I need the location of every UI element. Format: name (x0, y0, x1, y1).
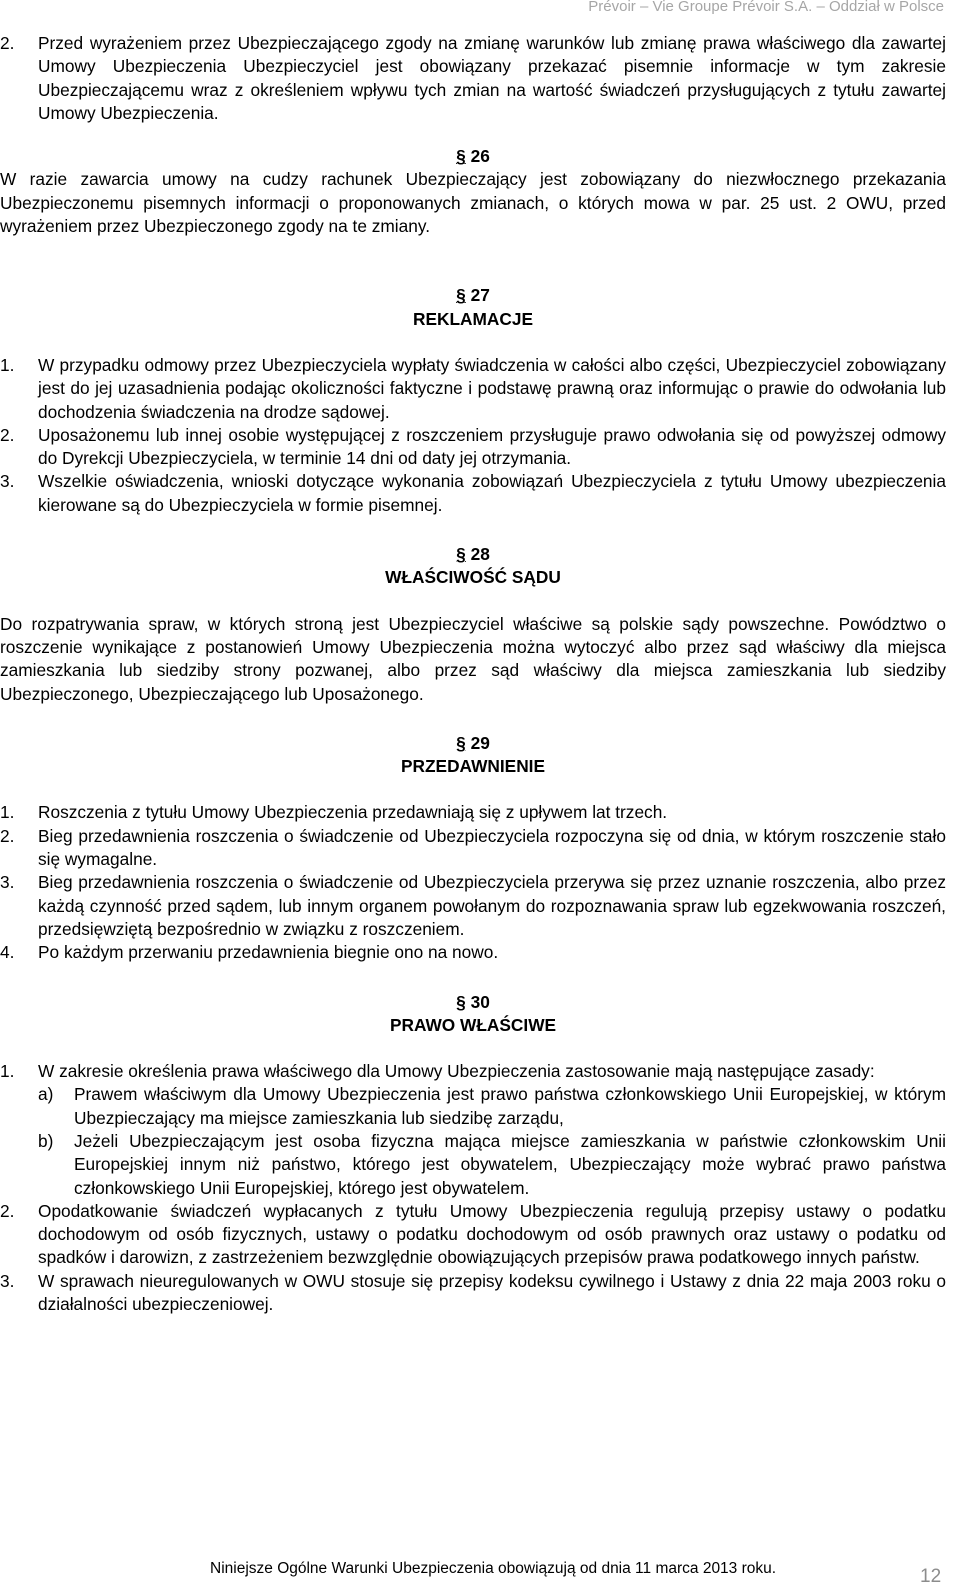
item-number: 1. (0, 802, 15, 823)
document-body (0, 32, 946, 1316)
item-text: Przed wyrażeniem przez Ubezpieczającego zgody na zmianę warunków lub zmianę prawa właściwego dla zawartej Umowy Ubezpieczenia Ubezpieczyciel jest obowiązany przekazać pisemnie informacje w tym zakresie Ubezpieczającemu wraz z określeniem wpływu tych zmian na wartość świadczeń przysługujących z tytułu zawartej Umowy Ubezpieczenia. (38, 33, 946, 123)
list-item (0, 1060, 946, 1083)
section-29-title: PRZEDAWNIENIE (400, 756, 546, 777)
section-29-heading (0, 732, 946, 755)
list-item (0, 1200, 946, 1270)
paragraph-symbol: § (456, 991, 466, 1012)
footer-text: Niniejsze Ogólne Warunki Ubezpieczenia obowiązują od dnia 11 marca 2013 roku. (210, 1560, 777, 1577)
list-item (0, 801, 946, 824)
section-30-title: PRAWO WŁAŚCIWE (389, 1014, 557, 1035)
section-number: 26 (470, 146, 490, 167)
paragraph-symbol: § (456, 146, 466, 167)
sub-item-letter: b) (38, 1130, 54, 1151)
item-number: 2. (0, 33, 15, 53)
item-text: Bieg przedawnienia roszczenia o świadczenie od Ubezpieczyciela rozpoczyna się od dnia, w którym roszczenie stało się wymagalne. (38, 825, 946, 870)
item-text: Po każdym przerwaniu przedawnienia biegnie ono na nowo. (38, 942, 499, 963)
sub-item-letter: a) (38, 1084, 54, 1105)
item-text: Wszelkie oświadczenia, wnioski dotyczące wykonania zobowiązań Ubezpieczyciela z tytułu Umowy ubezpieczenia kierowane są do Ubezpieczyciela w formie pisemnej. (38, 471, 946, 515)
sub-item-text: Prawem właściwym dla Umowy Ubezpieczenia jest prawo państwa członkowskiego Unii Europejskiej, w którym Ubezpieczający ma miejsce zamieszkania lub siedzibę zarządu, (74, 1084, 946, 1128)
item-text: W przypadku odmowy przez Ubezpieczyciela wypłaty świadczenia w całości albo części, Ubezpieczyciel zobowiązany jest do jej uzasadnienia podając okoliczności faktyczne i podstawę prawną oraz informując o prawie do odwołania lub dochodzenia świadczenia na drodze sądowej. (38, 354, 946, 422)
paragraph-symbol: § (456, 544, 466, 565)
section-number: 27 (470, 285, 490, 306)
item-number: 4. (0, 942, 15, 963)
sub-item (38, 1130, 946, 1200)
item-text: Opodatkowanie świadczeń wypłacanych z tytułu Umowy Ubezpieczenia regulują przepisy ustawy o podatku dochodowym od osób fizycznych, ustawy o podatku dochodowym od osób prawnych oraz ustawy o podatku od spadków i darowizn, z zastrzeżeniem bezwzględnie obowiązujących przepisów prawa podatkowego innych państw. (38, 1200, 946, 1268)
sub-item (38, 1083, 946, 1130)
section-number: 28 (470, 544, 490, 565)
list-item (0, 825, 946, 872)
item-number: 2. (0, 825, 15, 846)
item-number: 3. (0, 471, 15, 492)
section-28-heading (0, 543, 946, 566)
section-28-title: WŁAŚCIWOŚĆ SĄDU (385, 567, 561, 588)
list-item (0, 1270, 946, 1317)
paragraph-symbol: § (456, 732, 466, 753)
item-number: 3. (0, 1270, 15, 1291)
paragraph-symbol: § (456, 285, 466, 306)
item-text: W zakresie określenia prawa właściwego dla Umowy Ubezpieczenia zastosowanie mają następujące zasady: (38, 1061, 875, 1082)
item-number: 3. (0, 872, 15, 893)
item-text: Uposażonemu lub innej osobie występującej z roszczeniem przysługuje prawo odwołania się od powyższej odmowy do Dyrekcji Ubezpieczyciela, w terminie 14 dni od daty jej otrzymania. (38, 424, 946, 469)
item-number: 1. (0, 354, 15, 375)
section-28-text: Do rozpatrywania spraw, w których stroną jest Ubezpieczyciel właściwe są polskie sądy powszechne. Powództwo o roszczenie wynikające z postanowień Umowy Ubezpieczenia można wytoczyć albo przez sąd właściwy dla miejsca zamieszkania lub siedziby strony pozwanej, albo przez sąd właściwy dla miejsca zamieszkania lub siedziby Ubezpieczonego, Ubezpieczającego lub Uposażonego. (0, 613, 946, 704)
section-number: 29 (470, 732, 490, 753)
list-item (0, 941, 946, 964)
sub-item-text: Jeżeli Ubezpieczającym jest osoba fizyczna mająca miejsce zamieszkania w państwie członkowskim Unii Europejskiej innym niż państwo, którego jest obywatelem, Ubezpieczający może wybrać prawo państwa członkowskiego Unii Europejskiej, którego jest obywatelem. (74, 1130, 946, 1198)
item-text: Bieg przedawnienia roszczenia o świadczenie od Ubezpieczyciela przerywa się przez uznanie roszczenia, albo przez każdą czynność przed sądem, lub innym organem powołanym do rozpoznawania spraw lub egzekwowania roszczeń, przedsięwziętą bezpośrednio w związku z roszczeniem. (38, 872, 946, 939)
page-number: 12 (920, 1566, 942, 1587)
section-27-title: REKLAMACJE (412, 308, 533, 329)
section-26-text: W razie zawarcia umowy na cudzy rachunek Ubezpieczający jest zobowiązany do niezwłocznego przekazania Ubezpieczonemu pisemnych informacji o proponowanych zmianach, o których mowa w par. 25 ust. 2 OWU, przed wyrażeniem przez Ubezpieczonego zgody na te zmiany. (0, 169, 946, 237)
item-number: 2. (0, 424, 15, 445)
list-item (0, 871, 946, 941)
section-27-heading (0, 284, 946, 307)
section-30-heading (0, 991, 946, 1014)
item-text: Roszczenia z tytułu Umowy Ubezpieczenia przedawniają się z upływem lat trzech. (38, 802, 668, 823)
item-text: W sprawach nieuregulowanych w OWU stosuje się przepisy kodeksu cywilnego i Ustawy z dnia 22 maja 2003 roku o działalności ubezpieczeniowej. (38, 1270, 946, 1315)
section-number: 30 (470, 991, 490, 1012)
item-number: 1. (0, 1061, 15, 1082)
list-item (0, 32, 946, 125)
section-26-heading (0, 145, 946, 168)
page-header: Prévoir – Vie Groupe Prévoir S.A. – Oddział w Polsce (588, 0, 944, 15)
list-item (0, 354, 946, 424)
item-number: 2. (0, 1200, 15, 1221)
list-item (0, 424, 946, 471)
list-item (0, 470, 946, 517)
